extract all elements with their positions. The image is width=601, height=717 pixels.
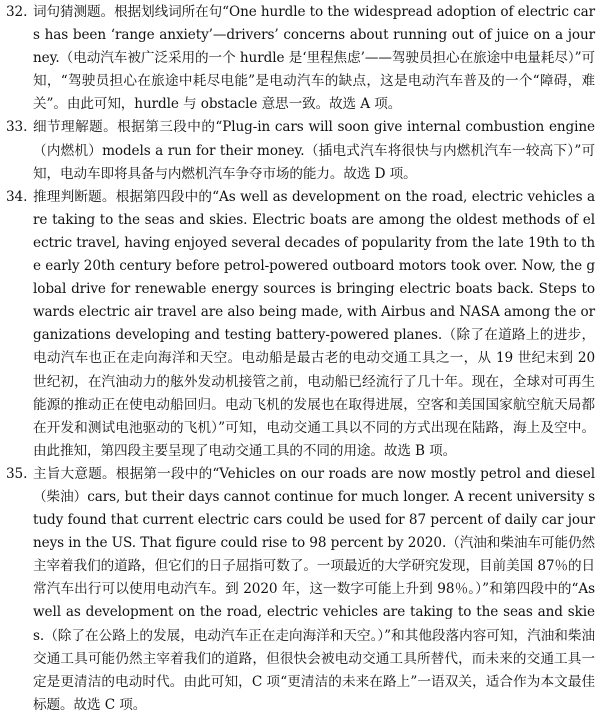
item-text: 推理判断题。根据第四段中的“As well as development on the road, electric vehicles are taking to the seas and skies. Electric boats are among the oldest methods of electric travel, having enjoyed several decades of popularity from the late 19th to the early 20th century before petrol-powered outboard motors took over. Now, the global drive for renewable energy sources is bringing electric boats back. Steps towards electric air travel are also being made, with Airbus and NASA among the organizations developing and testing battery-powered planes.（除了在道路上的进步，电动汽车也正在走向海洋和天空。电动船是最古老的电动交通工具之一，从 19 世纪末到 20 世纪初，在汽油动力的舷外发动机接管之前，电动船已经流行了几十年。现在，全球对可再生能源的推动正在使电动船回归。电动飞机的发展也在取得进展，空客和美国国家航空航天局都在开发和测试电池驱动的飞机）”可知，电动交通工具以不同的方式出现在陆路，海上及空中。由此推知，第四段主要呈现了电动交通工具的不同的用途。故选 B 项。 bbox=[33, 188, 595, 459]
item-number: 33. bbox=[6, 119, 28, 136]
explanation-item-35 bbox=[6, 463, 595, 717]
explanation-item-34 bbox=[6, 186, 595, 463]
explanation-item-32 bbox=[6, 1, 595, 116]
item-number: 34. bbox=[6, 188, 28, 205]
item-text: 主旨大意题。根据第一段中的“Vehicles on our roads are now mostly petrol and diesel（柴油）cars, but their days cannot continue for much longer. A recent university study found that current electric cars could be used for 87 percent of daily car journeys in the US. That figure could rise to 98 percent by 2020.（汽油和柴油车可能仍然主宰着我们的道路，但它们的日子屈指可数了。一项最近的大学研究发现，目前美国 87％的日常汽车出行可以使用电动汽车。到 2020 年，这一数字可能上升到 98％。）”和第四段中的“As well as development on the road, electric vehicles are taking to the seas and skies.（除了在公路上的发展，电动汽车正在走向海洋和天空。）”和其他段落内容可知，汽油和柴油交通工具可能仍然主宰着我们的道路，但很快会被电动交通工具所替代，而未来的交通工具一定是更清洁的电动时代。由此可知，C 项“更清洁的未来在路上”一语双关，适合作为本文最佳标题。故选 C 项。 bbox=[33, 465, 595, 713]
item-number: 35. bbox=[6, 465, 28, 482]
item-number: 32. bbox=[6, 4, 28, 20]
item-text: 词句猜测题。根据划线词所在句“One hurdle to the widespread adoption of electric cars has been ‘range anxiety’—drivers’ concerns about running out of juice on a journey.（电动汽车被广泛采用的一个 hurdle 是‘里程焦虑’——驾驶员担心在旅途中电量耗尽）”可知，“驾驶员担心在旅途中耗尽电能”是电动汽车的缺点，这是电动汽车普及的一个“障碍，难关”。由此可知，hurdle 与 obstacle 意思一致。故选 A 项。 bbox=[33, 4, 595, 113]
explanation-item-33 bbox=[6, 116, 595, 185]
item-text: 细节理解题。根据第三段中的“Plug-in cars will soon give internal combustion engine（内燃机）models a run for their money.（插电式汽车将很快与内燃机汽车一较高下）”可知，电动车即将具备与内燃机汽车争夺市场的能力。故选 D 项。 bbox=[33, 119, 595, 182]
